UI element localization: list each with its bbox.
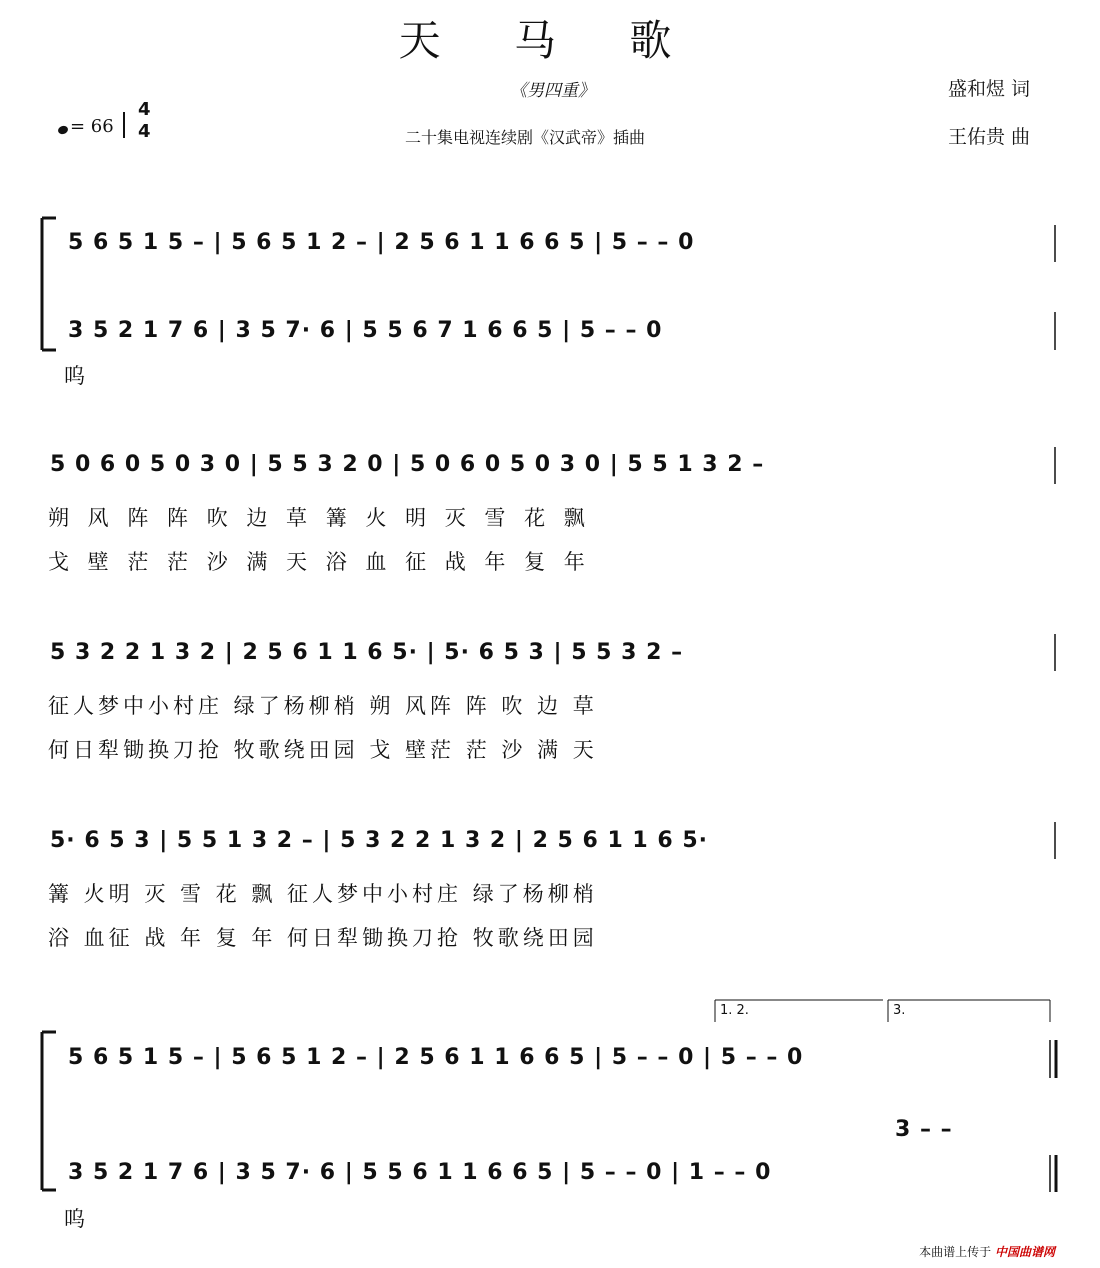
- tempo-marking: = 66: [58, 116, 114, 137]
- system-3-notes: 5 3 2 2 1 3 2 | 2 5 6 1 1 6 5· | 5· 6 5 3 | 5 5 3 2 –: [50, 640, 684, 665]
- volta-1-label: 1. 2.: [720, 1003, 749, 1018]
- system-4-lyric-2: 浴 血征 战 年 复 年 何日犁锄换刀抢 牧歌绕田园: [48, 926, 598, 950]
- system-2-notes: 5 0 6 0 5 0 3 0 | 5 5 3 2 0 | 5 0 6 0 5 0 3 0 | 5 5 1 3 2 –: [50, 452, 765, 477]
- time-signature: 4 4: [138, 99, 151, 142]
- system-5-staff-3: 3 5 2 1 7 6 | 3 5 7· 6 | 5 5 6 1 1 6 6 5 | 5 – – 0 | 1 – – 0: [68, 1160, 772, 1185]
- system-1-lyric: 呜: [64, 364, 85, 388]
- composer: 王佑贵 曲: [948, 126, 1031, 148]
- site-logo: 中国曲谱网: [994, 1245, 1055, 1259]
- system-5-lyric: 呜: [64, 1207, 85, 1231]
- system-1-staff-2: 3 5 2 1 7 6 | 3 5 7· 6 | 5 5 6 7 1 6 6 5 | 5 – – 0: [68, 318, 663, 343]
- system-5-staff-2: 3 – –: [895, 1117, 953, 1142]
- system-2-lyric-1: 朔 风 阵 阵 吹 边 草 篝 火 明 灭 雪 花 飘: [48, 506, 591, 530]
- footer-watermark: 本曲谱上传于 中国曲谱网: [919, 1245, 1055, 1259]
- page-title: 天 马 歌: [398, 16, 702, 65]
- system-2-lyric-2: 戈 壁 茫 茫 沙 满 天 浴 血 征 战 年 复 年: [48, 550, 591, 574]
- subtitle: 《男四重》: [510, 81, 595, 101]
- system-3-lyric-1: 征人梦中小村庄 绿了杨柳梢 朔 风阵 阵 吹 边 草: [48, 694, 598, 718]
- system-4-lyric-1: 篝 火明 灭 雪 花 飘 征人梦中小村庄 绿了杨柳梢: [48, 882, 598, 906]
- lyricist: 盛和煜 词: [948, 78, 1031, 100]
- system-1-staff-1: 5 6 5 1 5 – | 5 6 5 1 2 – | 2 5 6 1 1 6 6 5 | 5 – – 0: [68, 230, 695, 255]
- system-4-notes: 5· 6 5 3 | 5 5 1 3 2 – | 5 3 2 2 1 3 2 | 2 5 6 1 1 6 5·: [50, 828, 709, 853]
- series-note: 二十集电视连续剧《汉武帝》插曲: [405, 128, 646, 147]
- system-3-lyric-2: 何日犁锄换刀抢 牧歌绕田园 戈 壁茫 茫 沙 满 天: [48, 738, 598, 762]
- volta-2-label: 3.: [893, 1003, 906, 1018]
- system-5-staff-1: 5 6 5 1 5 – | 5 6 5 1 2 – | 2 5 6 1 1 6 6 5 | 5 – – 0 | 5 – – 0: [68, 1045, 804, 1070]
